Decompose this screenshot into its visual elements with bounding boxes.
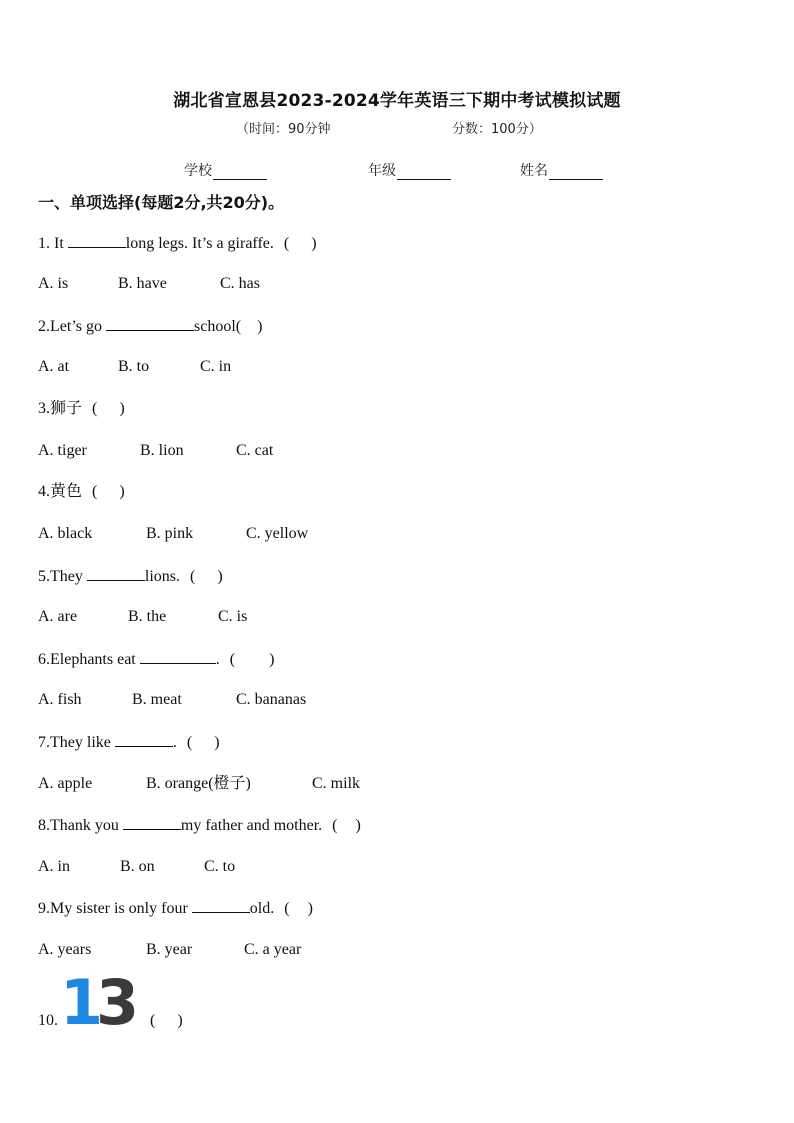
paren-close: ) bbox=[269, 651, 275, 668]
option-b[interactable]: B. orange(橙子) bbox=[146, 775, 251, 792]
name-field bbox=[520, 160, 603, 180]
paren-open: ( bbox=[150, 1012, 156, 1029]
question-5 bbox=[38, 566, 223, 587]
option-b[interactable]: B. meat bbox=[132, 691, 182, 708]
paren-open: ( bbox=[92, 400, 98, 417]
question-2 bbox=[38, 316, 262, 337]
paren-open: ( bbox=[235, 318, 242, 335]
paren-close: ) bbox=[217, 568, 223, 585]
answer-paren[interactable] bbox=[332, 816, 361, 836]
answer-paren[interactable] bbox=[92, 482, 125, 502]
question-10-number: 10. bbox=[38, 1012, 58, 1029]
option-b[interactable]: B. the bbox=[128, 608, 167, 625]
paren-close: ) bbox=[119, 400, 125, 417]
grade-field bbox=[368, 160, 451, 180]
option-b[interactable]: B. year bbox=[146, 941, 193, 958]
paren-close: ) bbox=[177, 1012, 183, 1029]
option-a[interactable]: A. are bbox=[38, 608, 78, 625]
paren-open: ( bbox=[332, 817, 338, 834]
question-text-post: lions. bbox=[144, 568, 180, 585]
score-info: 分数：100分） bbox=[452, 122, 542, 137]
option-c[interactable]: C. is bbox=[218, 608, 248, 625]
question-text-pre: 7.They like bbox=[38, 734, 115, 751]
answer-paren[interactable] bbox=[230, 650, 275, 670]
paren-open: ( bbox=[186, 734, 193, 751]
answer-paren[interactable] bbox=[284, 899, 313, 919]
exam-meta bbox=[0, 118, 794, 138]
question-text-pre: 5.They bbox=[38, 568, 87, 585]
answer-paren[interactable] bbox=[150, 1012, 183, 1030]
answer-blank[interactable] bbox=[68, 233, 126, 248]
option-a[interactable]: A. at bbox=[38, 358, 70, 375]
option-a[interactable]: A. years bbox=[38, 941, 92, 958]
question-text-pre: 8.Thank you bbox=[38, 817, 123, 834]
question-6 bbox=[38, 649, 274, 670]
paren-close: ) bbox=[257, 318, 263, 335]
name-blank[interactable] bbox=[549, 165, 603, 180]
paren-open: ( bbox=[190, 568, 196, 585]
question-text-post: school bbox=[194, 318, 236, 335]
option-c[interactable]: C. cat bbox=[236, 442, 274, 459]
option-c[interactable]: C. milk bbox=[312, 775, 361, 792]
option-c[interactable]: C. bananas bbox=[236, 691, 307, 708]
option-a[interactable]: A. in bbox=[38, 858, 70, 875]
name-label: 姓名 bbox=[520, 163, 548, 179]
answer-blank[interactable] bbox=[87, 566, 145, 581]
question-text-post: . bbox=[215, 651, 220, 668]
answer-blank[interactable] bbox=[123, 815, 181, 830]
answer-blank[interactable] bbox=[140, 649, 216, 664]
question-text-pre: 1. It bbox=[38, 235, 68, 252]
digit-one: 1 bbox=[60, 970, 104, 1030]
paren-close: ) bbox=[214, 734, 220, 751]
option-a[interactable]: A. apple bbox=[38, 775, 93, 792]
paren-close: ) bbox=[355, 817, 361, 834]
option-a[interactable]: A. is bbox=[38, 275, 69, 292]
option-c[interactable]: C. to bbox=[204, 858, 236, 875]
option-a[interactable]: A. fish bbox=[38, 691, 82, 708]
question-9 bbox=[38, 898, 313, 919]
question-text-post: my father and mother. bbox=[180, 817, 323, 834]
question-text-post: . bbox=[172, 734, 177, 751]
paren-close: ) bbox=[307, 900, 313, 917]
question-text-pre: 2.Let’s go bbox=[38, 318, 106, 335]
option-b[interactable]: B. lion bbox=[140, 442, 184, 459]
answer-paren[interactable] bbox=[92, 399, 125, 419]
school-label: 学校 bbox=[184, 163, 212, 179]
digit-three: 3 bbox=[96, 970, 140, 1030]
option-c[interactable]: C. has bbox=[220, 275, 260, 292]
time-info: （时间：90分钟 bbox=[236, 122, 331, 137]
number-thirteen-image bbox=[60, 970, 146, 1030]
answer-paren[interactable] bbox=[190, 567, 223, 587]
answer-paren[interactable] bbox=[187, 733, 220, 753]
exam-title: 湖北省宣恩县2023-2024学年英语三下期中考试模拟试题 bbox=[173, 91, 621, 111]
option-b[interactable]: B. on bbox=[120, 858, 155, 875]
paren-open: ( bbox=[92, 483, 98, 500]
question-text-post: old. bbox=[249, 900, 275, 917]
answer-paren[interactable] bbox=[236, 317, 263, 337]
option-c[interactable]: C. a year bbox=[244, 941, 302, 958]
question-3 bbox=[38, 399, 125, 419]
paren-close: ) bbox=[119, 483, 125, 500]
option-a[interactable]: A. tiger bbox=[38, 442, 87, 459]
answer-paren[interactable] bbox=[284, 234, 317, 254]
question-text-post: long legs. It’s a giraffe. bbox=[125, 235, 274, 252]
option-b[interactable]: B. to bbox=[118, 358, 150, 375]
question-7 bbox=[38, 732, 220, 753]
section-title: 一、单项选择(每题2分,共20分)。 bbox=[38, 193, 285, 212]
question-8 bbox=[38, 815, 361, 836]
grade-blank[interactable] bbox=[397, 165, 451, 180]
student-info-fields bbox=[0, 160, 794, 182]
question-text-pre: 6.Elephants eat bbox=[38, 651, 140, 668]
paren-open: ( bbox=[284, 900, 290, 917]
answer-blank[interactable] bbox=[106, 316, 194, 331]
question-text-pre: 3.狮子 bbox=[38, 400, 83, 417]
paren-open: ( bbox=[229, 651, 236, 668]
option-c[interactable]: C. yellow bbox=[246, 525, 309, 542]
option-a[interactable]: A. black bbox=[38, 525, 93, 542]
option-c[interactable]: C. in bbox=[200, 358, 232, 375]
option-b[interactable]: B. have bbox=[118, 275, 167, 292]
answer-blank[interactable] bbox=[192, 898, 250, 913]
paren-close: ) bbox=[311, 235, 317, 252]
paren-open: ( bbox=[283, 235, 290, 252]
question-text-pre: 4.黄色 bbox=[38, 483, 83, 500]
question-1 bbox=[38, 233, 317, 254]
answer-blank[interactable] bbox=[115, 732, 173, 747]
question-text-pre: 9.My sister is only four bbox=[38, 900, 192, 917]
school-field bbox=[184, 160, 267, 180]
option-b[interactable]: B. pink bbox=[146, 525, 194, 542]
question-4 bbox=[38, 482, 125, 502]
grade-label: 年级 bbox=[368, 163, 396, 179]
school-blank[interactable] bbox=[213, 165, 267, 180]
